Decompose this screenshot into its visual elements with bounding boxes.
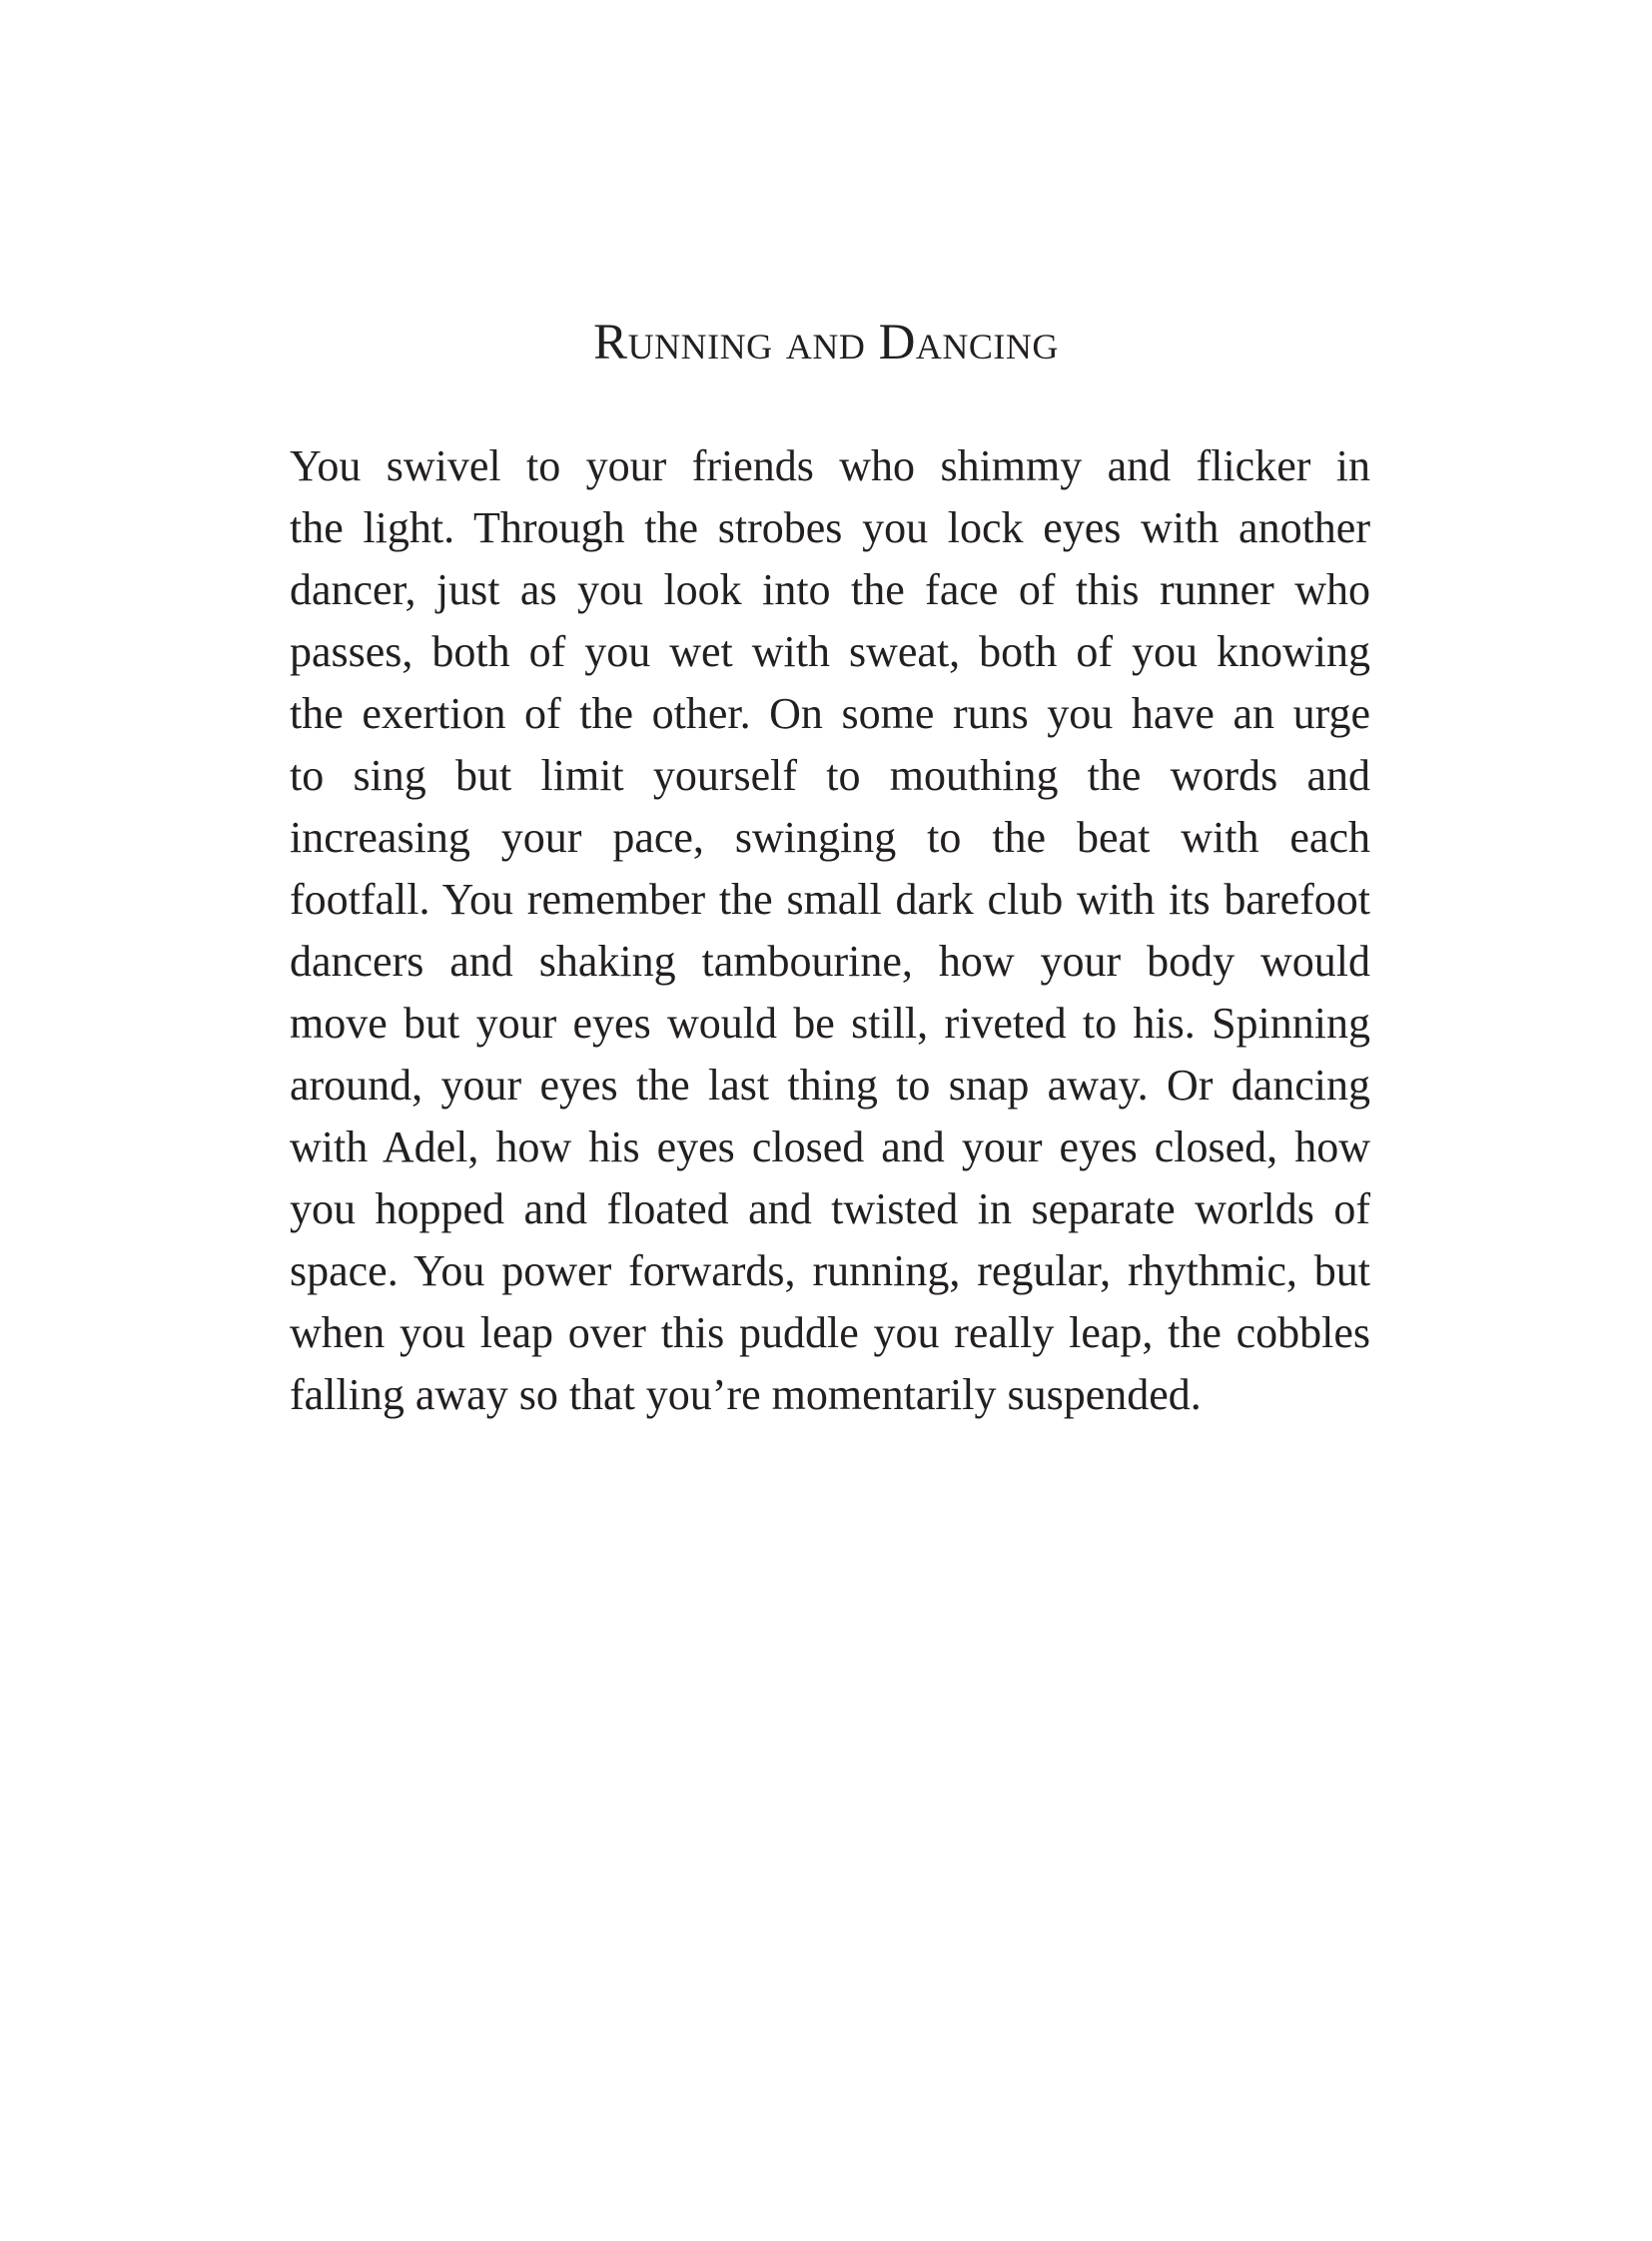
body-paragraph <box>290 435 1370 1426</box>
text-line: space. You power forwards, running, regular, rhythmic, but <box>290 1246 1370 1295</box>
text-line: passes, both of you wet with sweat, both of you knowing <box>290 627 1370 676</box>
text-line: to sing but limit yourself to mouthing the words and <box>290 751 1370 800</box>
text-line: falling away so that you’re momentarily suspended. <box>290 1370 1202 1419</box>
text-line: increasing your pace, swinging to the beat with each <box>290 813 1370 862</box>
text-line: footfall. You remember the small dark club with its barefoot <box>290 875 1370 924</box>
text-line: with Adel, how his eyes closed and your eyes closed, how <box>290 1122 1370 1171</box>
text-line: the light. Through the strobes you lock eyes with another <box>290 503 1370 552</box>
text-line: move but your eyes would be still, riveted to his. Spinning <box>290 999 1370 1048</box>
text-line: You swivel to your friends who shimmy and flicker in <box>290 441 1370 490</box>
text-line: dancers and shaking tambourine, how your body would <box>290 937 1370 986</box>
text-line: around, your eyes the last thing to snap away. Or dancing <box>290 1061 1370 1110</box>
text-line: when you leap over this puddle you really leap, the cobbles <box>290 1308 1370 1357</box>
text-line: you hopped and floated and twisted in separate worlds of <box>290 1184 1370 1233</box>
chapter-title: Running and Dancing <box>593 315 1059 371</box>
text-line: the exertion of the other. On some runs you have an urge <box>290 689 1370 738</box>
text-line: dancer, just as you look into the face of this runner who <box>290 565 1370 614</box>
